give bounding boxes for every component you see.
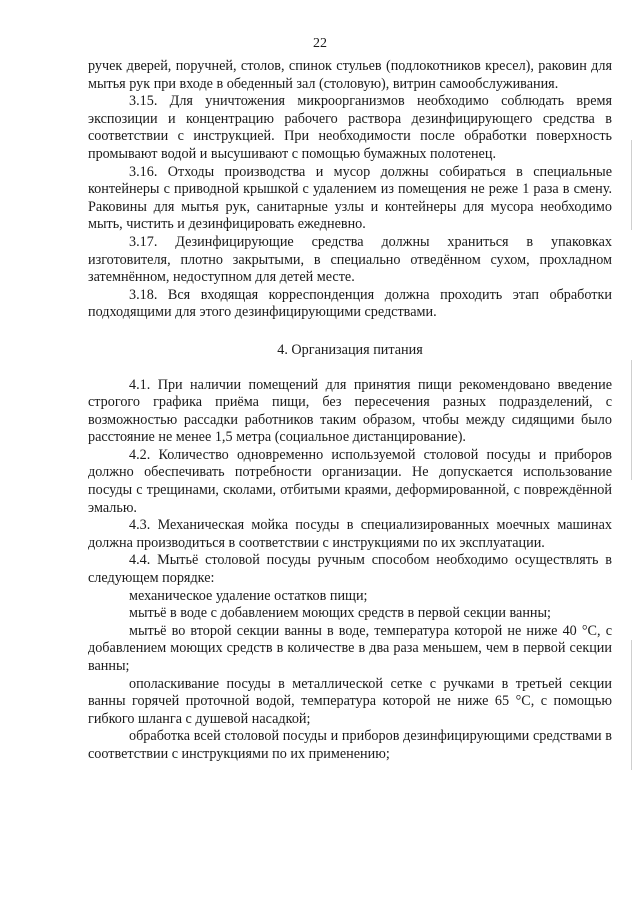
step-item: механическое удаление остатков пищи; bbox=[129, 587, 368, 604]
paragraph-3-16: 3.16. Отходы производства и мусор должны собираться в специальные контейнеры с приводной крышкой с удалением из помещения не реже 1 раза в смену. Раковины для мытья рук, санитарные узлы и контейнеры для мусора необходимо мыть, чистить и дезинфицировать ежедневно. bbox=[88, 163, 612, 233]
step-item: мытьё в воде с добавлением моющих средств в первой секции ванны; bbox=[129, 605, 551, 622]
scan-edge-mark bbox=[631, 140, 632, 230]
scan-edge-mark bbox=[631, 360, 632, 480]
scan-edge-mark bbox=[631, 640, 632, 770]
page-number: 22 bbox=[313, 36, 327, 51]
paragraph-4-2: 4.2. Количество одновременно используемой столовой посуды и приборов должно обеспечивать потребности организации. Не допускается использование посуды с трещинами, сколами, отбитыми краями, деформированной, с повреждённой эмалью. bbox=[88, 446, 612, 516]
paragraph-3-18: 3.18. Вся входящая корреспонденция должна проходить этап обработки подходящими для этого дезинфицирующими средствами. bbox=[88, 286, 612, 321]
section-heading: 4. Организация питания bbox=[277, 341, 423, 358]
paragraph-4-3: 4.3. Механическая мойка посуды в специализированных моечных машинах должна производиться в соответствии с инструкциями по их эксплуатации. bbox=[88, 517, 612, 551]
paragraph-4-4: 4.4. Мытьё столовой посуды ручным способом необходимо осуществлять в следующем порядке: bbox=[88, 552, 612, 587]
step-item: ополаскивание посуды в металлической сетке с ручками в третьей секции ванны горячей проточной водой, температура которой не ниже 65 °С, с помощью гибкого шланга с душевой насадкой; bbox=[88, 675, 612, 727]
step-item: обработка всей столовой посуды и приборов дезинфицирующими средствами в соответствии с инструкциями по их применению; bbox=[88, 728, 612, 762]
paragraph-4-1: 4.1. При наличии помещений для принятия пищи рекомендовано введение строгого графика приёма пищи, без пересечения разных подразделений, с возможностью рассадки работников таким образом, чтобы между сидящими было расстояние не менее 1,5 метра (социальное дистанцирование). bbox=[88, 376, 612, 446]
paragraph-continuation: ручек дверей, поручней, столов, спинок стульев (подлокотников кресел), раковин для мытья рук при входе в обеденный зал (столовую), витрин самообслуживания. bbox=[88, 58, 612, 92]
paragraph-3-15: 3.15. Для уничтожения микроорганизмов необходимо соблюдать время экспозиции и концентрацию рабочего раствора дезинфицирующего средства в соответствии с инструкцией. При необходимости после обработки поверхность промывают водой и высушивают с помощью бумажных полотенец. bbox=[88, 93, 612, 162]
step-item: мытьё во второй секции ванны в воде, температура которой не ниже 40 °С, с добавлением моющих средств в количестве в два раза меньшем, чем в первой секции ванны; bbox=[88, 622, 612, 674]
document-body bbox=[88, 58, 612, 764]
paragraph-3-17: 3.17. Дезинфицирующие средства должны храниться в упаковках изготовителя, плотно закрытыми, в специально отведённом сухом, прохладном затемнённом, недоступном для детей месте. bbox=[88, 233, 612, 286]
